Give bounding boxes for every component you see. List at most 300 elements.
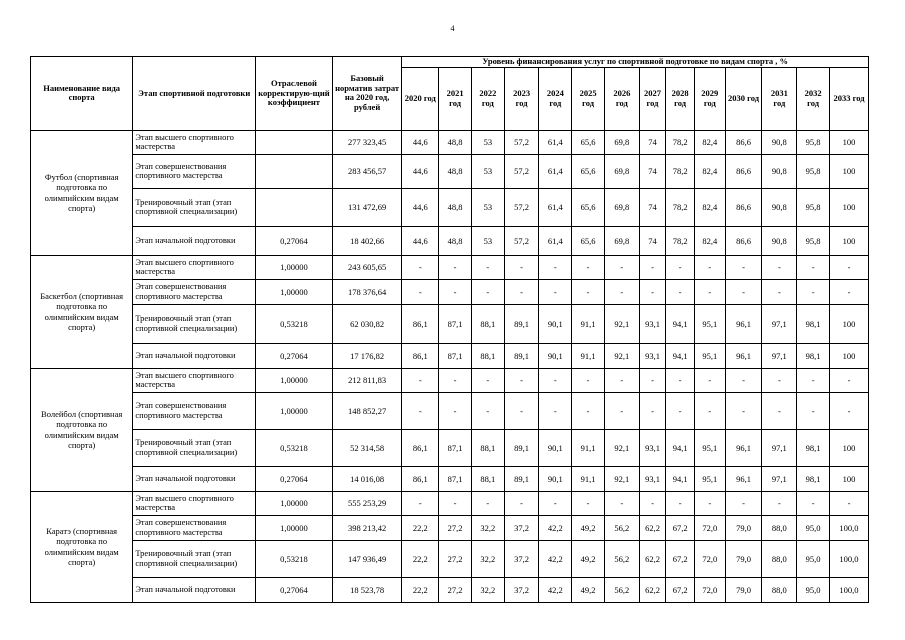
funding-value: 100: [829, 304, 868, 343]
stage-name: Этап высшего спортивного мастерства: [133, 255, 256, 279]
header-year: 2021 год: [439, 67, 472, 130]
funding-value: -: [666, 255, 695, 279]
stage-name: Этап совершенствования спортивного мастерства: [133, 392, 256, 429]
funding-value: 89,1: [504, 429, 539, 466]
funding-value: 95,1: [694, 466, 725, 491]
funding-value: -: [639, 255, 666, 279]
header-stage: Этап спортивной подготовки: [133, 57, 256, 131]
funding-value: 88,0: [762, 515, 797, 540]
table-row: [31, 491, 869, 515]
funding-value: 74: [639, 188, 666, 226]
base-cost: 62 030,82: [332, 304, 402, 343]
funding-value: 32,2: [471, 515, 504, 540]
table-row: [31, 515, 869, 540]
funding-value: -: [439, 255, 472, 279]
funding-value: 22,2: [402, 515, 439, 540]
funding-value: 90,8: [762, 130, 797, 154]
funding-value: -: [604, 491, 639, 515]
stage-name: Этап начальной подготовки: [133, 226, 256, 255]
funding-value: 91,1: [572, 304, 605, 343]
funding-value: 90,1: [539, 466, 572, 491]
base-cost: 212 811,83: [332, 368, 402, 392]
funding-value: 86,1: [402, 343, 439, 368]
funding-value: 44,6: [402, 130, 439, 154]
table-row: [31, 255, 869, 279]
funding-value: -: [694, 491, 725, 515]
funding-value: -: [666, 491, 695, 515]
funding-value: 78,2: [666, 130, 695, 154]
base-cost: 14 016,08: [332, 466, 402, 491]
funding-value: -: [725, 255, 762, 279]
funding-value: 93,1: [639, 429, 666, 466]
funding-value: 94,1: [666, 466, 695, 491]
coef-value: 0,27064: [256, 577, 333, 602]
funding-value: 100: [829, 429, 868, 466]
coef-value: 1,00000: [256, 255, 333, 279]
funding-value: 95,0: [797, 577, 830, 602]
funding-value: 97,1: [762, 466, 797, 491]
table-row: [31, 466, 869, 491]
sport-name: Каратэ (спортивная подготовка по олимпийским видам спорта): [31, 491, 133, 602]
stage-name: Этап совершенствования спортивного мастерства: [133, 154, 256, 188]
funding-value: -: [539, 392, 572, 429]
base-cost: 147 936,49: [332, 540, 402, 577]
funding-value: 100: [829, 188, 868, 226]
funding-value: 72,0: [694, 540, 725, 577]
funding-value: -: [439, 279, 472, 304]
funding-value: 57,2: [504, 130, 539, 154]
table-row: [31, 304, 869, 343]
funding-value: -: [762, 491, 797, 515]
funding-value: 82,4: [694, 154, 725, 188]
funding-value: 89,1: [504, 466, 539, 491]
table-row: [31, 188, 869, 226]
funding-value: 49,2: [572, 515, 605, 540]
funding-value: 100,0: [829, 540, 868, 577]
funding-table: [30, 56, 869, 603]
coef-value: 1,00000: [256, 368, 333, 392]
funding-value: -: [694, 255, 725, 279]
table-row: [31, 368, 869, 392]
funding-value: 88,0: [762, 577, 797, 602]
funding-value: 53: [471, 154, 504, 188]
funding-value: -: [694, 368, 725, 392]
funding-value: 62,2: [639, 577, 666, 602]
funding-value: -: [572, 491, 605, 515]
funding-value: 53: [471, 130, 504, 154]
coef-value: [256, 154, 333, 188]
funding-value: -: [471, 279, 504, 304]
funding-value: 89,1: [504, 343, 539, 368]
funding-value: 61,4: [539, 188, 572, 226]
funding-value: -: [539, 368, 572, 392]
funding-value: -: [725, 279, 762, 304]
sport-name: Футбол (спортивная подготовка по олимпийским видам спорта): [31, 130, 133, 255]
funding-value: 95,8: [797, 226, 830, 255]
funding-value: -: [762, 279, 797, 304]
funding-value: 92,1: [604, 466, 639, 491]
funding-value: -: [572, 392, 605, 429]
funding-value: 91,1: [572, 343, 605, 368]
funding-value: 57,2: [504, 188, 539, 226]
funding-value: 72,0: [694, 515, 725, 540]
funding-value: 37,2: [504, 540, 539, 577]
funding-value: 95,0: [797, 515, 830, 540]
coef-value: 1,00000: [256, 491, 333, 515]
header-year: 2024 год: [539, 67, 572, 130]
funding-value: 92,1: [604, 343, 639, 368]
funding-value: 22,2: [402, 540, 439, 577]
funding-value: 94,1: [666, 429, 695, 466]
coef-value: [256, 188, 333, 226]
funding-value: 86,1: [402, 304, 439, 343]
table-row: [31, 343, 869, 368]
funding-value: -: [539, 255, 572, 279]
funding-value: -: [539, 491, 572, 515]
funding-value: 82,4: [694, 226, 725, 255]
stage-name: Этап совершенствования спортивного мастерства: [133, 279, 256, 304]
funding-value: 98,1: [797, 304, 830, 343]
funding-value: -: [639, 392, 666, 429]
funding-value: 100,0: [829, 515, 868, 540]
stage-name: Этап начальной подготовки: [133, 577, 256, 602]
funding-value: 98,1: [797, 466, 830, 491]
funding-value: 86,6: [725, 130, 762, 154]
funding-value: 87,1: [439, 466, 472, 491]
funding-value: -: [829, 368, 868, 392]
table-row: [31, 154, 869, 188]
header-year: 2020 год: [402, 67, 439, 130]
funding-value: -: [471, 392, 504, 429]
stage-name: Этап высшего спортивного мастерства: [133, 130, 256, 154]
funding-value: -: [829, 279, 868, 304]
funding-value: 65,6: [572, 188, 605, 226]
funding-value: 61,4: [539, 154, 572, 188]
funding-value: 90,8: [762, 188, 797, 226]
funding-value: -: [539, 279, 572, 304]
funding-value: -: [402, 255, 439, 279]
header-year: 2028 год: [666, 67, 695, 130]
funding-value: 67,2: [666, 540, 695, 577]
coef-value: 0,27064: [256, 343, 333, 368]
funding-value: 56,2: [604, 540, 639, 577]
funding-value: -: [694, 392, 725, 429]
header-sport: Наименование вида спорта: [31, 57, 133, 131]
funding-value: 32,2: [471, 577, 504, 602]
coef-value: 1,00000: [256, 515, 333, 540]
funding-value: 78,2: [666, 226, 695, 255]
stage-name: Этап начальной подготовки: [133, 343, 256, 368]
funding-value: 98,1: [797, 343, 830, 368]
funding-value: 86,6: [725, 226, 762, 255]
funding-value: 69,8: [604, 154, 639, 188]
funding-value: 42,2: [539, 540, 572, 577]
coef-value: 1,00000: [256, 392, 333, 429]
funding-value: 88,1: [471, 343, 504, 368]
funding-value: 49,2: [572, 540, 605, 577]
funding-value: 67,2: [666, 577, 695, 602]
base-cost: 52 314,58: [332, 429, 402, 466]
funding-value: 27,2: [439, 515, 472, 540]
funding-value: 86,6: [725, 188, 762, 226]
funding-value: 91,1: [572, 466, 605, 491]
header-year: 2027 год: [639, 67, 666, 130]
funding-value: -: [762, 368, 797, 392]
funding-value: 82,4: [694, 188, 725, 226]
funding-value: -: [829, 491, 868, 515]
funding-value: 79,0: [725, 577, 762, 602]
stage-name: Тренировочный этап (этап спортивной специализации): [133, 304, 256, 343]
funding-value: -: [402, 392, 439, 429]
funding-value: 87,1: [439, 429, 472, 466]
funding-value: 48,8: [439, 154, 472, 188]
funding-value: 96,1: [725, 429, 762, 466]
coef-value: 0,53218: [256, 429, 333, 466]
funding-value: -: [666, 279, 695, 304]
funding-value: 87,1: [439, 343, 472, 368]
funding-value: 90,1: [539, 429, 572, 466]
funding-value: 97,1: [762, 429, 797, 466]
funding-value: 95,1: [694, 304, 725, 343]
funding-value: 67,2: [666, 515, 695, 540]
funding-value: -: [762, 255, 797, 279]
funding-value: 74: [639, 154, 666, 188]
table-row: [31, 130, 869, 154]
funding-value: 57,2: [504, 226, 539, 255]
funding-value: 90,1: [539, 304, 572, 343]
funding-value: 62,2: [639, 540, 666, 577]
funding-value: 95,8: [797, 154, 830, 188]
header-year: 2022 год: [471, 67, 504, 130]
sport-name: Баскетбол (спортивная подготовка по олимпийским видам спорта): [31, 255, 133, 368]
funding-value: 74: [639, 226, 666, 255]
base-cost: 17 176,82: [332, 343, 402, 368]
funding-value: -: [797, 491, 830, 515]
funding-value: 90,8: [762, 154, 797, 188]
stage-name: Тренировочный этап (этап спортивной специализации): [133, 540, 256, 577]
funding-value: 74: [639, 130, 666, 154]
coef-value: 0,27064: [256, 226, 333, 255]
header-year: 2032 год: [797, 67, 830, 130]
funding-value: 56,2: [604, 577, 639, 602]
funding-value: 88,1: [471, 429, 504, 466]
funding-value: 96,1: [725, 343, 762, 368]
funding-value: -: [725, 491, 762, 515]
funding-value: 42,2: [539, 577, 572, 602]
funding-value: 27,2: [439, 540, 472, 577]
funding-value: 96,1: [725, 466, 762, 491]
funding-value: 82,4: [694, 130, 725, 154]
funding-value: -: [471, 491, 504, 515]
funding-value: -: [725, 368, 762, 392]
stage-name: Этап начальной подготовки: [133, 466, 256, 491]
funding-value: -: [439, 368, 472, 392]
funding-value: -: [439, 491, 472, 515]
funding-value: 87,1: [439, 304, 472, 343]
funding-value: -: [797, 368, 830, 392]
funding-value: -: [797, 279, 830, 304]
funding-value: -: [504, 392, 539, 429]
funding-value: 69,8: [604, 130, 639, 154]
header-year: 2033 год: [829, 67, 868, 130]
funding-value: -: [797, 392, 830, 429]
stage-name: Тренировочный этап (этап спортивной специализации): [133, 429, 256, 466]
funding-value: 100: [829, 343, 868, 368]
funding-value: 97,1: [762, 343, 797, 368]
base-cost: 148 852,27: [332, 392, 402, 429]
funding-value: -: [797, 255, 830, 279]
header-year: 2031 год: [762, 67, 797, 130]
funding-value: 95,1: [694, 343, 725, 368]
funding-value: 32,2: [471, 540, 504, 577]
funding-value: 95,8: [797, 188, 830, 226]
funding-value: 56,2: [604, 515, 639, 540]
funding-value: 86,6: [725, 154, 762, 188]
funding-value: 93,1: [639, 343, 666, 368]
funding-value: 91,1: [572, 429, 605, 466]
funding-value: 94,1: [666, 343, 695, 368]
funding-value: -: [639, 368, 666, 392]
stage-name: Этап высшего спортивного мастерства: [133, 368, 256, 392]
funding-value: 69,8: [604, 226, 639, 255]
stage-name: Этап высшего спортивного мастерства: [133, 491, 256, 515]
header-year: 2026 год: [604, 67, 639, 130]
funding-value: -: [504, 491, 539, 515]
funding-value: 90,8: [762, 226, 797, 255]
header-year: 2025 год: [572, 67, 605, 130]
funding-value: 37,2: [504, 577, 539, 602]
funding-value: -: [471, 255, 504, 279]
coef-value: 1,00000: [256, 279, 333, 304]
base-cost: 243 605,65: [332, 255, 402, 279]
base-cost: 277 323,45: [332, 130, 402, 154]
funding-value: 57,2: [504, 154, 539, 188]
funding-value: 88,1: [471, 304, 504, 343]
funding-value: -: [504, 368, 539, 392]
funding-value: 65,6: [572, 154, 605, 188]
table-row: [31, 577, 869, 602]
base-cost: 18 523,78: [332, 577, 402, 602]
funding-value: 88,0: [762, 540, 797, 577]
funding-value: -: [694, 279, 725, 304]
coef-value: [256, 130, 333, 154]
funding-value: -: [762, 392, 797, 429]
page-number: 4: [450, 24, 455, 33]
header-year: 2029 год: [694, 67, 725, 130]
funding-value: 86,1: [402, 429, 439, 466]
funding-value: -: [402, 279, 439, 304]
funding-value: 72,0: [694, 577, 725, 602]
funding-value: -: [639, 279, 666, 304]
base-cost: 283 456,57: [332, 154, 402, 188]
base-cost: 555 253,29: [332, 491, 402, 515]
funding-value: 49,2: [572, 577, 605, 602]
funding-value: -: [604, 279, 639, 304]
funding-value: 98,1: [797, 429, 830, 466]
funding-value: -: [504, 255, 539, 279]
funding-value: 37,2: [504, 515, 539, 540]
funding-value: -: [604, 255, 639, 279]
table-row: [31, 279, 869, 304]
funding-value: 97,1: [762, 304, 797, 343]
funding-value: 95,8: [797, 130, 830, 154]
header-base-cost: Базовый норматив затрат на 2020 год, рублей: [332, 57, 402, 131]
funding-value: 22,2: [402, 577, 439, 602]
funding-value: 79,0: [725, 540, 762, 577]
funding-value: 100: [829, 226, 868, 255]
funding-value: 92,1: [604, 304, 639, 343]
header-year: 2023 год: [504, 67, 539, 130]
funding-value: 48,8: [439, 188, 472, 226]
funding-value: -: [504, 279, 539, 304]
funding-value: -: [604, 368, 639, 392]
funding-value: -: [604, 392, 639, 429]
funding-value: 48,8: [439, 226, 472, 255]
funding-value: -: [402, 368, 439, 392]
base-cost: 18 402,66: [332, 226, 402, 255]
funding-value: 65,6: [572, 130, 605, 154]
coef-value: 0,53218: [256, 304, 333, 343]
funding-value: -: [829, 392, 868, 429]
funding-value: 44,6: [402, 188, 439, 226]
funding-value: 90,1: [539, 343, 572, 368]
funding-value: -: [829, 255, 868, 279]
funding-value: 78,2: [666, 188, 695, 226]
funding-value: 96,1: [725, 304, 762, 343]
funding-value: 61,4: [539, 130, 572, 154]
funding-value: 65,6: [572, 226, 605, 255]
funding-value: -: [572, 279, 605, 304]
base-cost: 178 376,64: [332, 279, 402, 304]
funding-value: 27,2: [439, 577, 472, 602]
funding-value: -: [572, 255, 605, 279]
stage-name: Тренировочный этап (этап спортивной специализации): [133, 188, 256, 226]
funding-value: -: [639, 491, 666, 515]
funding-value: 44,6: [402, 226, 439, 255]
funding-value: 53: [471, 226, 504, 255]
funding-value: 94,1: [666, 304, 695, 343]
funding-value: 48,8: [439, 130, 472, 154]
funding-value: 79,0: [725, 515, 762, 540]
funding-value: 61,4: [539, 226, 572, 255]
table-row: [31, 429, 869, 466]
funding-value: -: [471, 368, 504, 392]
funding-value: 100,0: [829, 577, 868, 602]
funding-value: 100: [829, 466, 868, 491]
funding-value: 69,8: [604, 188, 639, 226]
sport-name: Волейбол (спортивная подготовка по олимпийским видам спорта): [31, 368, 133, 491]
funding-value: 95,0: [797, 540, 830, 577]
funding-value: -: [572, 368, 605, 392]
header-coef: Отраслевой корректирую-щий коэффициент: [256, 57, 333, 131]
funding-value: -: [666, 368, 695, 392]
coef-value: 0,27064: [256, 466, 333, 491]
funding-value: -: [439, 392, 472, 429]
funding-value: 44,6: [402, 154, 439, 188]
table-row: [31, 392, 869, 429]
stage-name: Этап совершенствования спортивного мастерства: [133, 515, 256, 540]
funding-value: 100: [829, 154, 868, 188]
header-funding-level: Уровень финансирования услуг по спортивной подготовке по видам спорта , %: [402, 57, 869, 68]
funding-value: 78,2: [666, 154, 695, 188]
funding-value: -: [725, 392, 762, 429]
funding-value: 93,1: [639, 304, 666, 343]
funding-value: 92,1: [604, 429, 639, 466]
funding-value: 86,1: [402, 466, 439, 491]
funding-value: 95,1: [694, 429, 725, 466]
funding-value: -: [666, 392, 695, 429]
table-row: [31, 226, 869, 255]
